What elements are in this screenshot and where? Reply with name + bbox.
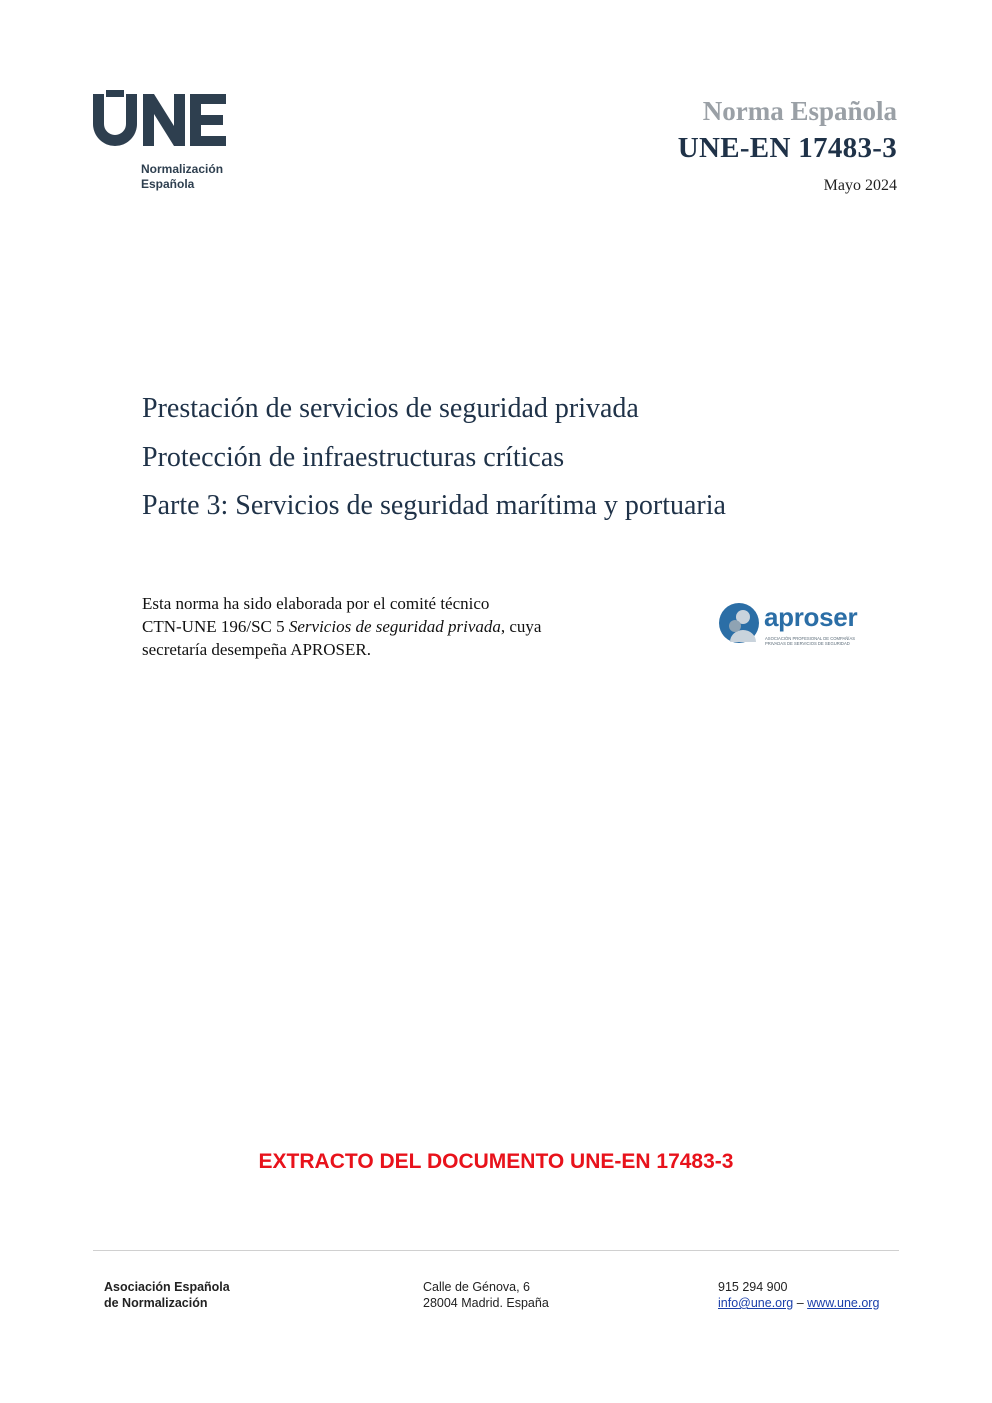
committee-name: Servicios de seguridad privada — [288, 617, 501, 636]
footer-address-line-2: 28004 Madrid. España — [423, 1296, 549, 1310]
footer-org-line-2: de Normalización — [104, 1296, 208, 1310]
footer-divider — [93, 1250, 899, 1251]
committee-code: CTN-UNE 196/SC 5 — [142, 617, 289, 636]
footer-org-line-1: Asociación Española — [104, 1280, 230, 1294]
aproser-emblem-icon — [718, 602, 760, 644]
title-line: Parte 3: Servicios de seguridad marítima y portuaria — [142, 490, 726, 521]
aproser-tagline: ASOCIACIÓN PROFESIONAL DE COMPAÑÍAS PRIVADAS DE SERVICIOS DE SEGURIDAD — [765, 636, 856, 646]
footer-link-separator: – — [793, 1296, 808, 1310]
website-link[interactable]: www.une.org — [807, 1296, 880, 1310]
standard-kind: Norma Española — [702, 96, 897, 126]
standard-titles — [142, 385, 726, 531]
committee-line-3: secretaría desempeña APROSER. — [142, 640, 371, 659]
footer-address — [423, 1279, 549, 1311]
footer-contact — [718, 1279, 879, 1311]
une-logo — [93, 90, 253, 200]
footer-address-line-1: Calle de Génova, 6 — [423, 1280, 531, 1294]
committee-after-name: , cuya — [500, 617, 542, 636]
email-link[interactable]: info@une.org — [718, 1296, 794, 1310]
committee-line-1: Esta norma ha sido elaborada por el comité técnico — [142, 594, 490, 613]
standard-date: Mayo 2024 — [823, 177, 897, 194]
committee-statement — [142, 592, 662, 661]
standard-code: UNE-EN 17483-3 — [677, 132, 897, 164]
aproser-logo — [718, 600, 868, 652]
aproser-wordmark: aproser — [764, 602, 858, 632]
title-line: Protección de infraestructuras críticas — [142, 441, 565, 473]
committee-line-2 — [142, 615, 662, 638]
une-logo-mark — [93, 90, 228, 146]
une-logo-subtitle: Normalización Española — [141, 162, 224, 191]
footer-links — [718, 1295, 879, 1311]
title-line: Prestación de servicios de seguridad privada — [142, 393, 639, 424]
footer-organization — [104, 1279, 230, 1311]
footer-phone: 915 294 900 — [718, 1280, 788, 1294]
extract-label: EXTRACTO DEL DOCUMENTO UNE-EN 17483-3 — [258, 1150, 734, 1173]
